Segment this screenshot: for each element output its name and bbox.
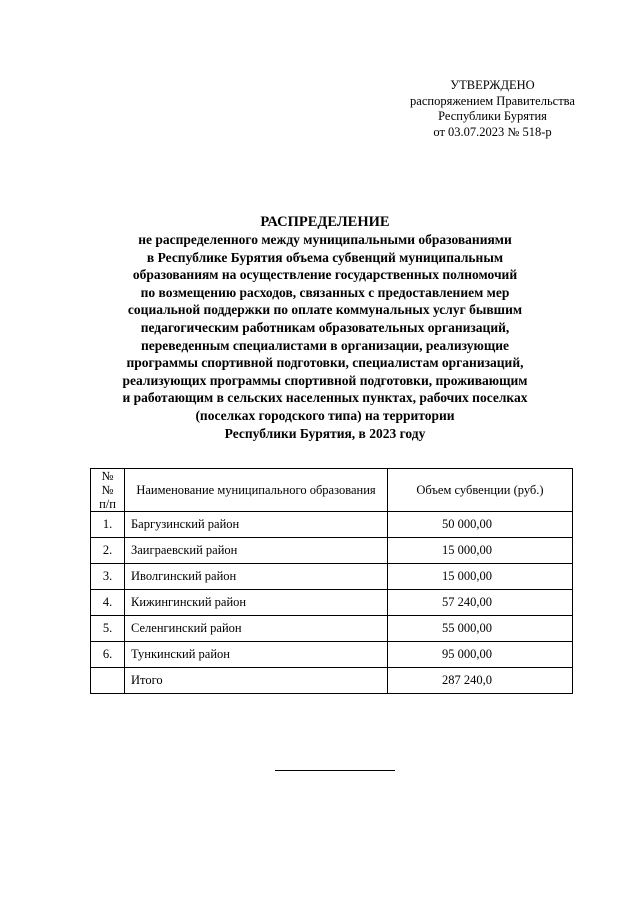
row-subvention: 50 000,00 xyxy=(388,512,573,538)
title-line: по возмещению расходов, связанных с предоставлением мер xyxy=(140,284,510,300)
approval-stamp xyxy=(400,78,585,140)
row-subvention: 15 000,00 xyxy=(388,538,573,564)
header-number-line1: №№ xyxy=(101,469,114,497)
row-subvention: 55 000,00 xyxy=(388,616,573,642)
title-line: программы спортивной подготовки, специалистам организаций, xyxy=(126,355,524,371)
row-subvention: 57 240,00 xyxy=(388,590,573,616)
row-municipality: Кижингинский район xyxy=(125,590,388,616)
total-number xyxy=(91,668,125,694)
header-number xyxy=(91,469,125,512)
distribution-table xyxy=(90,468,573,694)
table-row xyxy=(91,590,573,616)
title-line: образованиям на осуществление государственных полномочий xyxy=(132,267,518,283)
table-row xyxy=(91,538,573,564)
header-municipality: Наименование муниципального образования xyxy=(125,469,388,512)
table-row xyxy=(91,564,573,590)
title-line: педагогическим работникам образовательных организаций, xyxy=(140,319,510,335)
row-subvention: 95 000,00 xyxy=(388,642,573,668)
title-line: социальной поддержки по оплате коммунальных услуг бывшим xyxy=(127,302,523,318)
table-row xyxy=(91,616,573,642)
approval-republic: Республики Бурятия xyxy=(438,109,547,123)
total-label: Итого xyxy=(125,668,388,694)
row-number: 6. xyxy=(91,642,125,668)
header-number-line2: п/п xyxy=(99,497,116,511)
row-number: 1. xyxy=(91,512,125,538)
row-number: 4. xyxy=(91,590,125,616)
total-subvention: 287 240,0 xyxy=(388,668,573,694)
title-line: в Республике Бурятия объема субвенций муниципальным xyxy=(146,249,504,265)
row-municipality: Баргузинский район xyxy=(125,512,388,538)
row-number: 2. xyxy=(91,538,125,564)
header-subvention: Объем субвенции (руб.) xyxy=(388,469,573,512)
row-number: 3. xyxy=(91,564,125,590)
title-line: и работающим в сельских населенных пунктах, рабочих поселках xyxy=(122,390,528,406)
table-total-row xyxy=(91,668,573,694)
row-municipality: Селенгинский район xyxy=(125,616,388,642)
table-row xyxy=(91,512,573,538)
row-municipality: Тункинский район xyxy=(125,642,388,668)
title-line: (поселках городского типа) на территории xyxy=(195,407,455,423)
approval-heading: УТВЕРЖДЕНО xyxy=(450,78,535,92)
title-line: не распределенного между муниципальными образованиями xyxy=(138,232,512,247)
title-heading: РАСПРЕДЕЛЕНИЕ xyxy=(260,214,390,230)
approval-date-number: от 03.07.2023 № 518-р xyxy=(433,124,552,139)
table-row xyxy=(91,642,573,668)
row-subvention: 15 000,00 xyxy=(388,564,573,590)
row-municipality: Иволгинский район xyxy=(125,564,388,590)
title-line: Республики Бурятия, в 2023 году xyxy=(224,425,426,441)
approval-issuer: распоряжением Правительства xyxy=(410,93,575,108)
row-number: 5. xyxy=(91,616,125,642)
document-title xyxy=(60,213,590,442)
row-municipality: Заиграевский район xyxy=(125,538,388,564)
title-line: реализующих программы спортивной подготовки, проживающим xyxy=(122,372,528,388)
closing-divider xyxy=(275,770,395,771)
table-header-row xyxy=(91,469,573,512)
title-line: переведенным специалистами в организации, реализующие xyxy=(140,337,509,353)
